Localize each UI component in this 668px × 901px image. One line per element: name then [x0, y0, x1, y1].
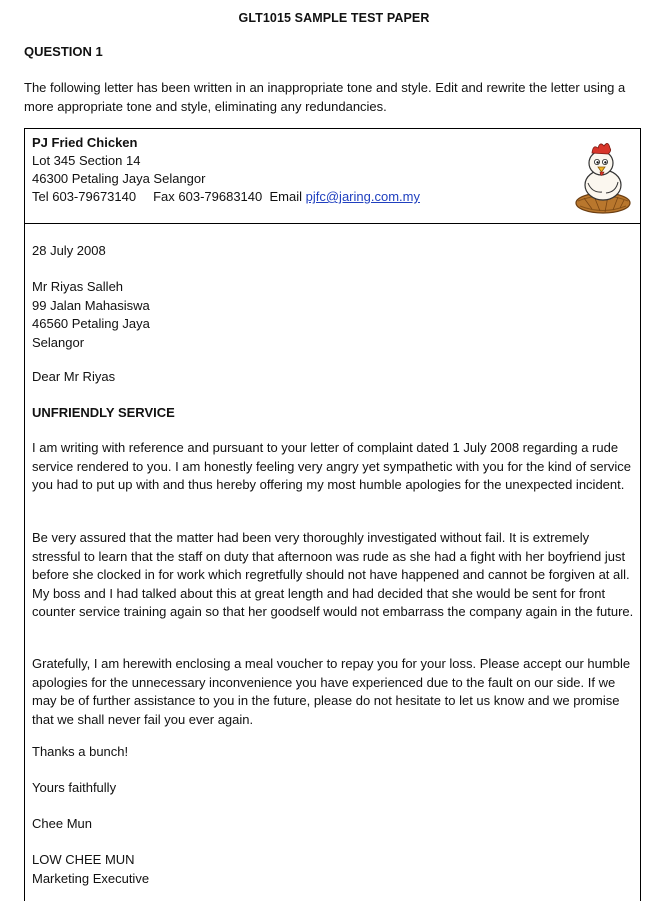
- salutation: Dear Mr Riyas: [32, 369, 116, 384]
- letter-paragraph-2: Be very assured that the matter had been very thoroughly investigated without fail. It is extremely stressful to learn that the staff on duty that afternoon was rude as she had a fight with her boyfriend just before she clocked in for work which regretfully should not have happened and cannot be forgiven at all. My boss and I had talked about this at great length and had decided that she would be sent for front counter service training again so that her goodself would not embarrass the company again in the future.: [32, 530, 634, 619]
- thanks-line: Thanks a bunch!: [32, 744, 129, 759]
- email-label: Email: [269, 189, 302, 204]
- letterhead: [25, 129, 640, 224]
- company-tel: Tel 603-79673140: [32, 189, 137, 204]
- question-heading: QUESTION 1: [24, 44, 103, 59]
- company-fax: Fax 603-79683140: [153, 189, 263, 204]
- company-name: PJ Fried Chicken: [32, 135, 138, 150]
- company-email-link[interactable]: pjfc@jaring.com.my: [305, 189, 420, 204]
- letter-date: 28 July 2008: [32, 243, 106, 258]
- recipient-name: Mr Riyas Salleh: [32, 279, 124, 294]
- company-contact-line: [32, 189, 420, 204]
- letter-box: [24, 128, 641, 901]
- question-instructions: The following letter has been written in an inappropriate tone and style. Edit and rewrite the letter using a more appropriate tone and style, eliminating any redundancies.: [24, 80, 626, 114]
- sender-name: LOW CHEE MUN: [32, 852, 135, 867]
- recipient-address-line1: 99 Jalan Mahasiswa: [32, 297, 150, 313]
- chicken-in-nest-icon: [572, 135, 634, 217]
- closing: Yours faithfully: [32, 780, 117, 795]
- letter-paragraph-3: Gratefully, I am herewith enclosing a meal voucher to repay you for your loss. Please accept our humble apologies for the unnecessary inconvenience you have experienced due to the fault on our side. If we may be of further assistance to you in the future, please do not hesitate to let us know and we promise that we shall never fail you ever again.: [32, 656, 631, 727]
- letter-subject: UNFRIENDLY SERVICE: [32, 405, 175, 420]
- page-title: GLT1015 SAMPLE TEST PAPER: [238, 11, 430, 25]
- letter-paragraph-1: I am writing with reference and pursuant to your letter of complaint dated 1 July 2008 regarding a rude service rendered to you. I am honestly feeling very angry yet sympathetic with you for the kind of service you had to put up with and thus hereby offering my most humble apologies for the unexpected incident.: [32, 440, 632, 492]
- company-address-line2: 46300 Petaling Jaya Selangor: [32, 171, 206, 186]
- sender-title: Marketing Executive: [32, 870, 150, 886]
- company-address-line1: Lot 345 Section 14: [32, 153, 141, 168]
- signature: Chee Mun: [32, 816, 92, 831]
- recipient-address-line2: 46560 Petaling Jaya: [32, 316, 150, 331]
- recipient-address-line3: Selangor: [32, 334, 85, 350]
